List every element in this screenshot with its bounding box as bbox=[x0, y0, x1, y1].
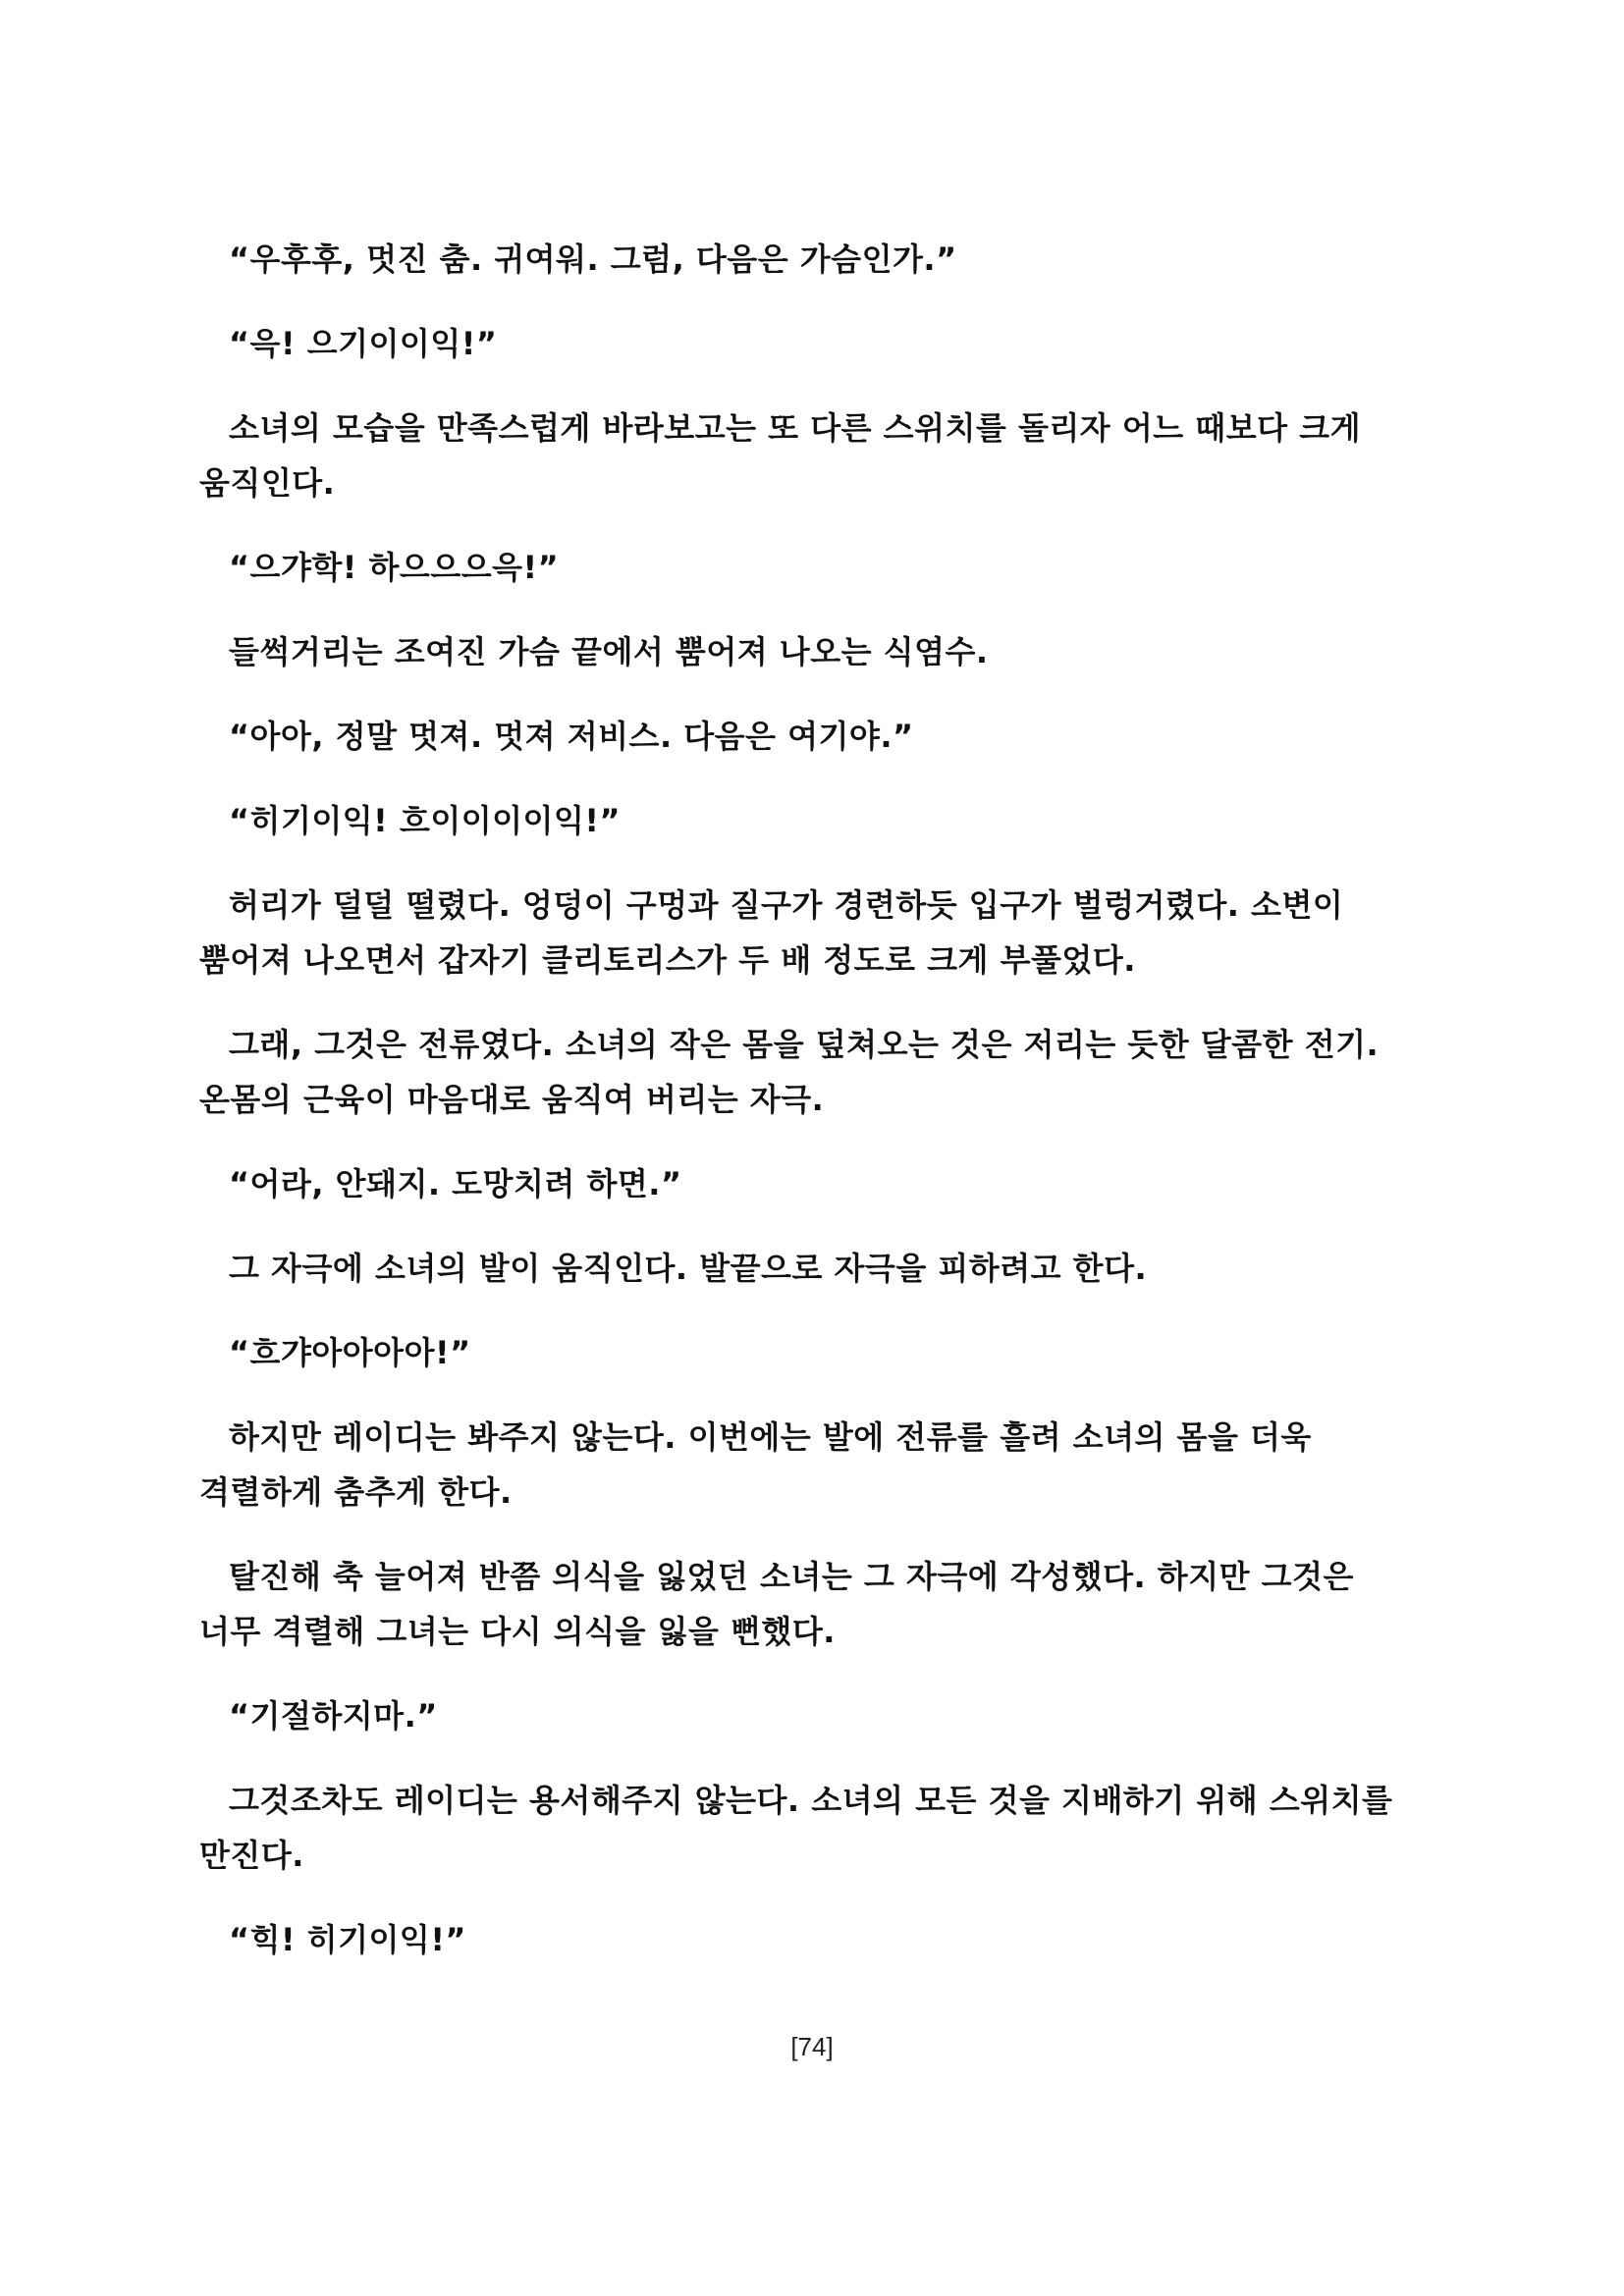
paragraph-narration: 탈진해 축 늘어져 반쯤 의식을 잃었던 소녀는 그 자극에 각성했다. 하지만 그것은 너무 격렬해 그녀는 다시 의식을 잃을 뻔했다. bbox=[199, 1558, 1354, 1650]
paragraph-dialogue: “윽! 으기이이익!” bbox=[229, 325, 498, 362]
paragraph-dialogue: “기절하지마.” bbox=[229, 1697, 438, 1735]
paragraph-dialogue: “아아, 정말 멋져. 멋져 저비스. 다음은 여기야.” bbox=[229, 718, 914, 755]
paragraph-dialogue: “으갸학! 하으으으윽!” bbox=[229, 549, 560, 586]
paragraph-narration: 하지만 레이디는 봐주지 않는다. 이번에는 발에 전류를 흘려 소녀의 몸을 더욱 격렬하게 춤추게 한다. bbox=[199, 1418, 1312, 1511]
paragraph-dialogue: “히기이익! 흐이이이이익!” bbox=[229, 802, 622, 839]
paragraph-dialogue: “우후후, 멋진 춤. 귀여워. 그럼, 다음은 가슴인가.” bbox=[229, 240, 957, 278]
text-body bbox=[199, 232, 1427, 1997]
paragraph-dialogue: “힉! 히기이익!” bbox=[229, 1921, 466, 1958]
paragraph-narration: 들썩거리는 조여진 가슴 끝에서 뿜어져 나오는 식염수. bbox=[229, 633, 989, 670]
page-number: [74] bbox=[790, 2032, 834, 2061]
paragraph-dialogue: “흐갸아아아아!” bbox=[229, 1334, 471, 1371]
paragraph-narration: 허리가 덜덜 떨렸다. 엉덩이 구멍과 질구가 경련하듯 입구가 벌렁거렸다. 소변이 뿜어져 나오면서 갑자기 클리토리스가 두 배 정도로 크게 부풀었다. bbox=[199, 886, 1344, 979]
paragraph-narration: 그래, 그것은 전류였다. 소녀의 작은 몸을 덮쳐오는 것은 저리는 듯한 달콤한 전기. 온몸의 근육이 마음대로 움직여 버리는 자극. bbox=[199, 1026, 1380, 1118]
paragraph-narration: 소녀의 모습을 만족스럽게 바라보고는 또 다른 스위치를 돌리자 어느 때보다 크게 움직인다. bbox=[199, 409, 1362, 502]
paragraph-dialogue: “어라, 안돼지. 도망치려 하면.” bbox=[229, 1165, 682, 1202]
paragraph-narration: 그 자극에 소녀의 발이 움직인다. 발끝으로 자극을 피하려고 한다. bbox=[229, 1250, 1148, 1287]
paragraph-narration: 그것조차도 레이디는 용서해주지 않는다. 소녀의 모든 것을 지배하기 위해 스위치를 만진다. bbox=[199, 1782, 1393, 1874]
